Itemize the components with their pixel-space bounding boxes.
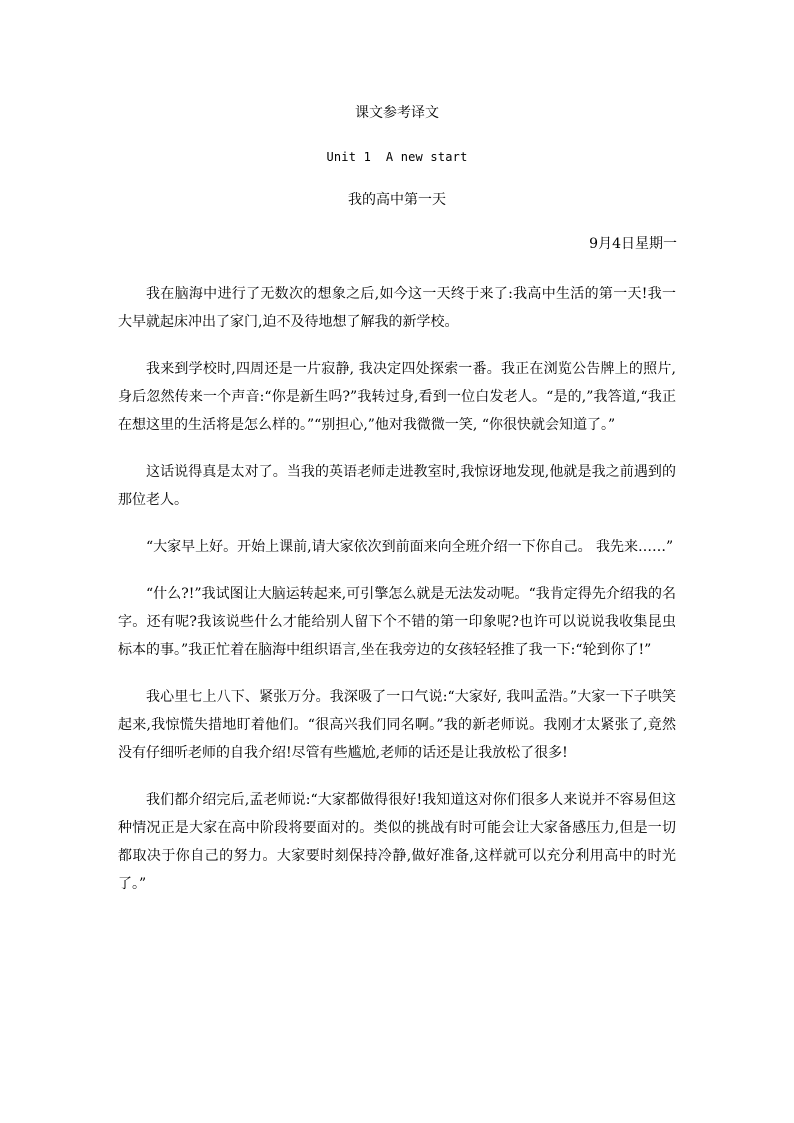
paragraph-2: 我来到学校时,四周还是一片寂静, 我决定四处探索一番。我正在浏览公告牌上的照片,身后忽然传来一个声音:“你是新生吗?”我转过身,看到一位白发老人。“是的,”我答道,“我正在想这里的生活将是怎么样的。”“别担心,”他对我微微一笑, “你很快就会知道了。”	[118, 361, 676, 433]
article-body	[118, 280, 676, 917]
paragraph-1: 我在脑海中进行了无数次的想象之后,如今这一天终于来了:我高中生活的第一天!我一大早就起床冲出了家门,迫不及待地想了解我的新学校。	[118, 286, 676, 330]
paragraph-7: 我们都介绍完后,孟老师说:“大家都做得很好!我知道这对你们很多人来说并不容易但这种情况正是大家在高中阶段将要面对的。类似的挑战有时可能会让大家备感压力,但是一切都取决于你自己的努力。大家要时刻保持冷静,做好准备,这样就可以充分利用高中的时光了。”	[118, 792, 676, 892]
paragraph-4: “大家早上好。开始上课前,请大家依次到前面来向全班介绍一下你自己。 我先来……”	[146, 539, 674, 555]
paragraph-5: “什么?!”我试图让大脑运转起来,可引擎怎么就是无法发动呢。“我肯定得先介绍我的名字。还有呢?我该说些什么才能给别人留下个不错的第一印象呢?也许可以说说我收集昆虫标本的事。”我正忙着在脑海中组织语言,坐在我旁边的女孩轻轻推了我一下:“轮到你了!”	[118, 586, 676, 658]
document-title: 课文参考译文	[355, 105, 439, 121]
article-title: 我的高中第一天	[348, 192, 446, 208]
unit-heading: Unit 1 A new start	[326, 150, 468, 164]
paragraph-6: 我心里七上八下、紧张万分。我深吸了一口气说:“大家好, 我叫孟浩。”大家一下子哄笑起来,我惊慌失措地盯着他们。“很高兴我们同名啊。”我的新老师说。我刚才太紧张了,竟然没有仔细听老师的自我介绍!尽管有些尴尬,老师的话还是让我放松了很多!	[118, 689, 676, 761]
paragraph-3: 这话说得真是太对了。当我的英语老师走进教室时,我惊讶地发现,他就是我之前遇到的那位老人。	[118, 464, 676, 508]
diary-date: 9月4日星期一	[589, 236, 677, 252]
